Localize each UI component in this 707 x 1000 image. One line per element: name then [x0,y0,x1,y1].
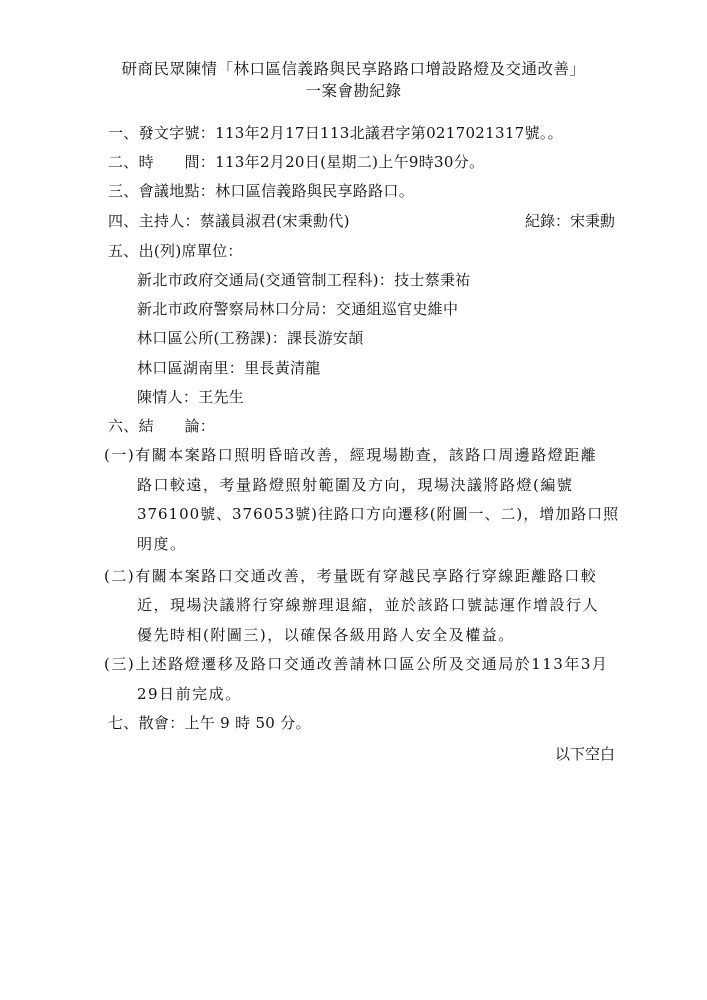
meeting-host: 四、主持人：蔡議員淑君(宋秉勳代) [108,212,350,230]
conclusion-1-line: 明度。 [137,535,187,553]
meeting-time-label: 二、時 間： [108,153,216,171]
conclusion-heading: 六、結 論： [108,417,216,435]
attendee-item: 陳情人：王先生 [137,388,245,406]
conclusion-1-line: (一)有關本案路口照明昏暗改善，經現場勘查，該路口周邊路燈距離 [104,446,598,464]
meeting-time-value: 113年2月20日(星期二)上午9時30分。 [215,153,485,171]
doc-number: 一、發文字號：113年2月17日113北議君字第0217021317號。。 [108,124,563,142]
attendee-item: 林口區公所(工務課)：課長游安頡 [137,329,364,347]
document-title-line2: 一案會勘紀錄 [305,82,402,100]
conclusion-3-line: 29日前完成。 [137,685,242,703]
meeting-adjourn: 七、散會：上午 9 時 50 分。 [108,714,311,732]
attendee-item: 新北市政府警察局林口分局：交通組巡官史維中 [137,300,459,318]
meeting-location: 三、會議地點：林口區信義路與民享路路口。 [108,182,415,200]
attendee-item: 新北市政府交通局(交通管制工程科)：技士蔡秉祐 [137,271,471,289]
conclusion-3-line: (三)上述路燈遷移及路口交通改善請林口區公所及交通局於113年3月 [104,655,609,673]
document-title-line1: 研商民眾陳情「林口區信義路與民享路路口增設路燈及交通改善」 [121,60,586,78]
conclusion-2-line: 近，現場決議將行穿線辦理退縮，並於該路口號誌運作增設行人 [137,596,600,614]
blank-below-note: 以下空白 [554,745,615,763]
conclusion-1-line: 路口較遠，考量路燈照射範圍及方向，現場決議將路燈(編號 [137,476,574,494]
meeting-recorder: 紀錄：宋秉勳 [524,212,615,230]
attendees-heading: 五、出(列)席單位： [108,242,243,260]
conclusion-2-line: 優先時相(附圖三)，以確保各級用路人安全及權益。 [137,626,515,644]
conclusion-2-line: (二)有關本案路口交通改善，考量既有穿越民享路行穿線距離路口較 [104,567,598,585]
meeting-time [108,151,484,172]
attendee-item: 林口區湖南里：里長黃清龍 [137,359,321,377]
conclusion-1-line: 376100號、376053號)往路口方向遷移(附圖一、二)，增加路口照 [137,505,620,523]
